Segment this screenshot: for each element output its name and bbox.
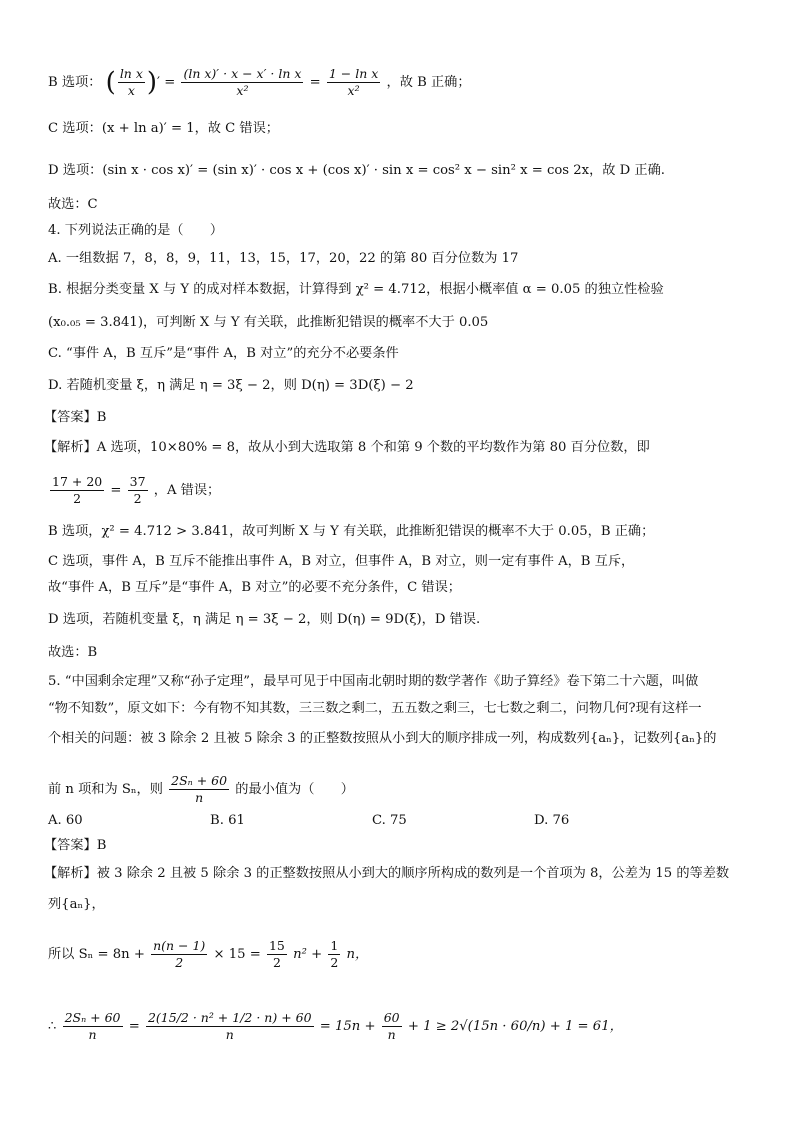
q5-option-d: D. 76: [534, 813, 570, 828]
text: ，A 错误；: [153, 483, 221, 498]
fraction: $\frac{\text{2(15/2 · n² + 1/2 · n) + 60}}{n}$: [147, 1010, 312, 1042]
q4-option-b-1: B. 根据分类变量 X 与 Y 的成对样本数据，计算得到 χ² = 4.712，根据小概率值 α = 0.05 的独立性检验: [48, 282, 664, 297]
q4-option-b-2: (x₀.₀₅ = 3.841)，可判断 X 与 Y 有关联，此推断犯错误的概率不大于 0.05: [48, 315, 489, 330]
paren: (: [105, 67, 116, 98]
fraction: $\frac{15}{2}$: [268, 938, 285, 970]
q4-option-c: C. “事件 A，B 互斥”是“事件 A，B 对立”的充分不必要条件: [48, 346, 399, 361]
fraction: $\frac{\text{1 − ln x}}{\text{x²}}$: [328, 66, 379, 98]
text: 的最小值为（ ）: [235, 782, 354, 797]
fraction: $\frac{1}{2}$: [330, 938, 339, 970]
text: + 1 ≥ 2√(15n · 60/n) + 1 = 61，: [407, 1019, 623, 1034]
text: 前 n 项和为 Sₙ，则: [48, 782, 163, 797]
text: = 15n +: [319, 1019, 376, 1034]
fraction: $\frac{17 + 20}{2}$: [52, 474, 103, 506]
question-5-4: [48, 773, 764, 806]
label: B 选项：: [48, 75, 102, 90]
paren: ): [146, 67, 158, 98]
answer-4: 【答案】B: [44, 410, 107, 425]
analysis-5-1: 【解析】被 3 除余 2 且被 5 除余 3 的正整数按照从小到大的顺序所构成的数列是一个首项为 8，公差为 15 的等差数: [44, 866, 730, 881]
q5-option-c: C. 75: [372, 813, 407, 828]
question-5-1: 5. “中国剩余定理”又称“孙子定理”，最早可见于中国南北朝时期的数学著作《助子算经》卷下第二十六题，叫做: [48, 674, 699, 689]
analysis-c-1: C 选项，事件 A，B 互斥不能推出事件 A，B 对立，但事件 A，B 对立，则一定有事件 A，B 互斥，: [48, 554, 635, 569]
question-5-3: 个相关的问题：被 3 除余 2 且被 5 除余 3 的正整数按照从小到大的顺序排成一列，构成数列{aₙ}，记数列{aₙ}的: [48, 731, 717, 746]
analysis-d: D 选项，若随机变量 ξ，η 满足 η = 3ξ − 2，则 D(η) = 9D(ξ)，D 错误.: [48, 612, 481, 627]
option-b-derivative-line: B 选项： ( $\frac{\text{ln x}}{x}$ )′ = $\frac{\text{(ln x)′ · x − x′ · ln x}}{\text{x²}}$ = $\frac{\text{1 − ln x}}{\text{x²}}$ ，故 B 正确；: [48, 66, 471, 98]
q5-option-a: A. 60: [48, 813, 83, 828]
text: ∴: [48, 1019, 57, 1034]
q4-option-d: D. 若随机变量 ξ，η 满足 η = 3ξ − 2，则 D(η) = 3D(ξ) − 2: [48, 378, 414, 393]
q4-option-a: A. 一组数据 7，8，8，9，11，13，15，17，20，22 的第 80 百分位数为 17: [48, 251, 519, 266]
question-4: 4. 下列说法正确的是（ ）: [48, 223, 224, 238]
fraction: $\frac{60}{n}$: [383, 1010, 400, 1042]
sn-formula-line: [48, 938, 764, 971]
question-5-2: “物不知数”，原文如下：今有物不知其数，三三数之剩二，五五数之剩三，七七数之剩二，问物几何?现有这样一: [48, 701, 702, 716]
q5-option-b: B. 61: [210, 813, 245, 828]
fraction: $\frac{\text{ln x}}{x}$: [119, 66, 143, 98]
text: × 15 =: [213, 947, 261, 962]
analysis-c-2: 故“事件 A，B 互斥”是“事件 A，B 对立”的必要不充分条件，C 错误；: [48, 580, 461, 595]
final-inequality-line: ∴ $\frac{\text{2Sₙ + 60}}{n}$ = $\frac{\text{2(15/2 · n² + 1/2 · n) + 60}}{n}$ = 15n + $\frac{60}{n}$ + 1 ≥ 2√(15n · 60/n) + 1 = 61，: [48, 1010, 623, 1042]
choose-b: 故选：B: [48, 645, 98, 660]
option-c-line: C 选项：(x + ln a)′ = 1，故 C 错误；: [48, 121, 279, 136]
text: n² +: [293, 947, 323, 962]
text: n，: [346, 947, 369, 962]
analysis-b: B 选项，χ² = 4.712 > 3.841，故可判断 X 与 Y 有关联，此推断犯错误的概率不大于 0.05，B 正确；: [48, 524, 655, 539]
fraction: $\frac{\text{2Sₙ + 60}}{n}$: [171, 773, 228, 805]
answer-5: 【答案】B: [44, 838, 107, 853]
fraction: $\frac{\text{(ln x)′ · x − x′ · ln x}}{\text{x²}}$: [183, 66, 302, 98]
text: ，故 B 正确；: [386, 75, 471, 90]
fraction: $\frac{n(n - 1)}{2}$: [153, 938, 206, 970]
choose-c: 故选：C: [48, 197, 98, 212]
analysis-5-2: 列{aₙ}，: [48, 897, 105, 912]
analysis-4: 【解析】A 选项，10×80% = 8，故从小到大选取第 8 个和第 9 个数的平均数作为第 80 百分位数，即: [44, 440, 650, 455]
fraction: $\frac{\text{2Sₙ + 60}}{n}$: [64, 1010, 121, 1042]
text: 所以 Sₙ = 8n +: [48, 947, 145, 962]
percentile-fraction-line: $\frac{17 + 20}{2}$ = $\frac{37}{2}$ ，A 错误；: [52, 474, 221, 506]
option-d-line: D 选项：(sin x · cos x)′ = (sin x)′ · cos x + (cos x)′ · sin x = cos² x − sin² x = cos 2x，故 D 正确.: [48, 163, 665, 178]
fraction: $\frac{37}{2}$: [129, 474, 146, 506]
